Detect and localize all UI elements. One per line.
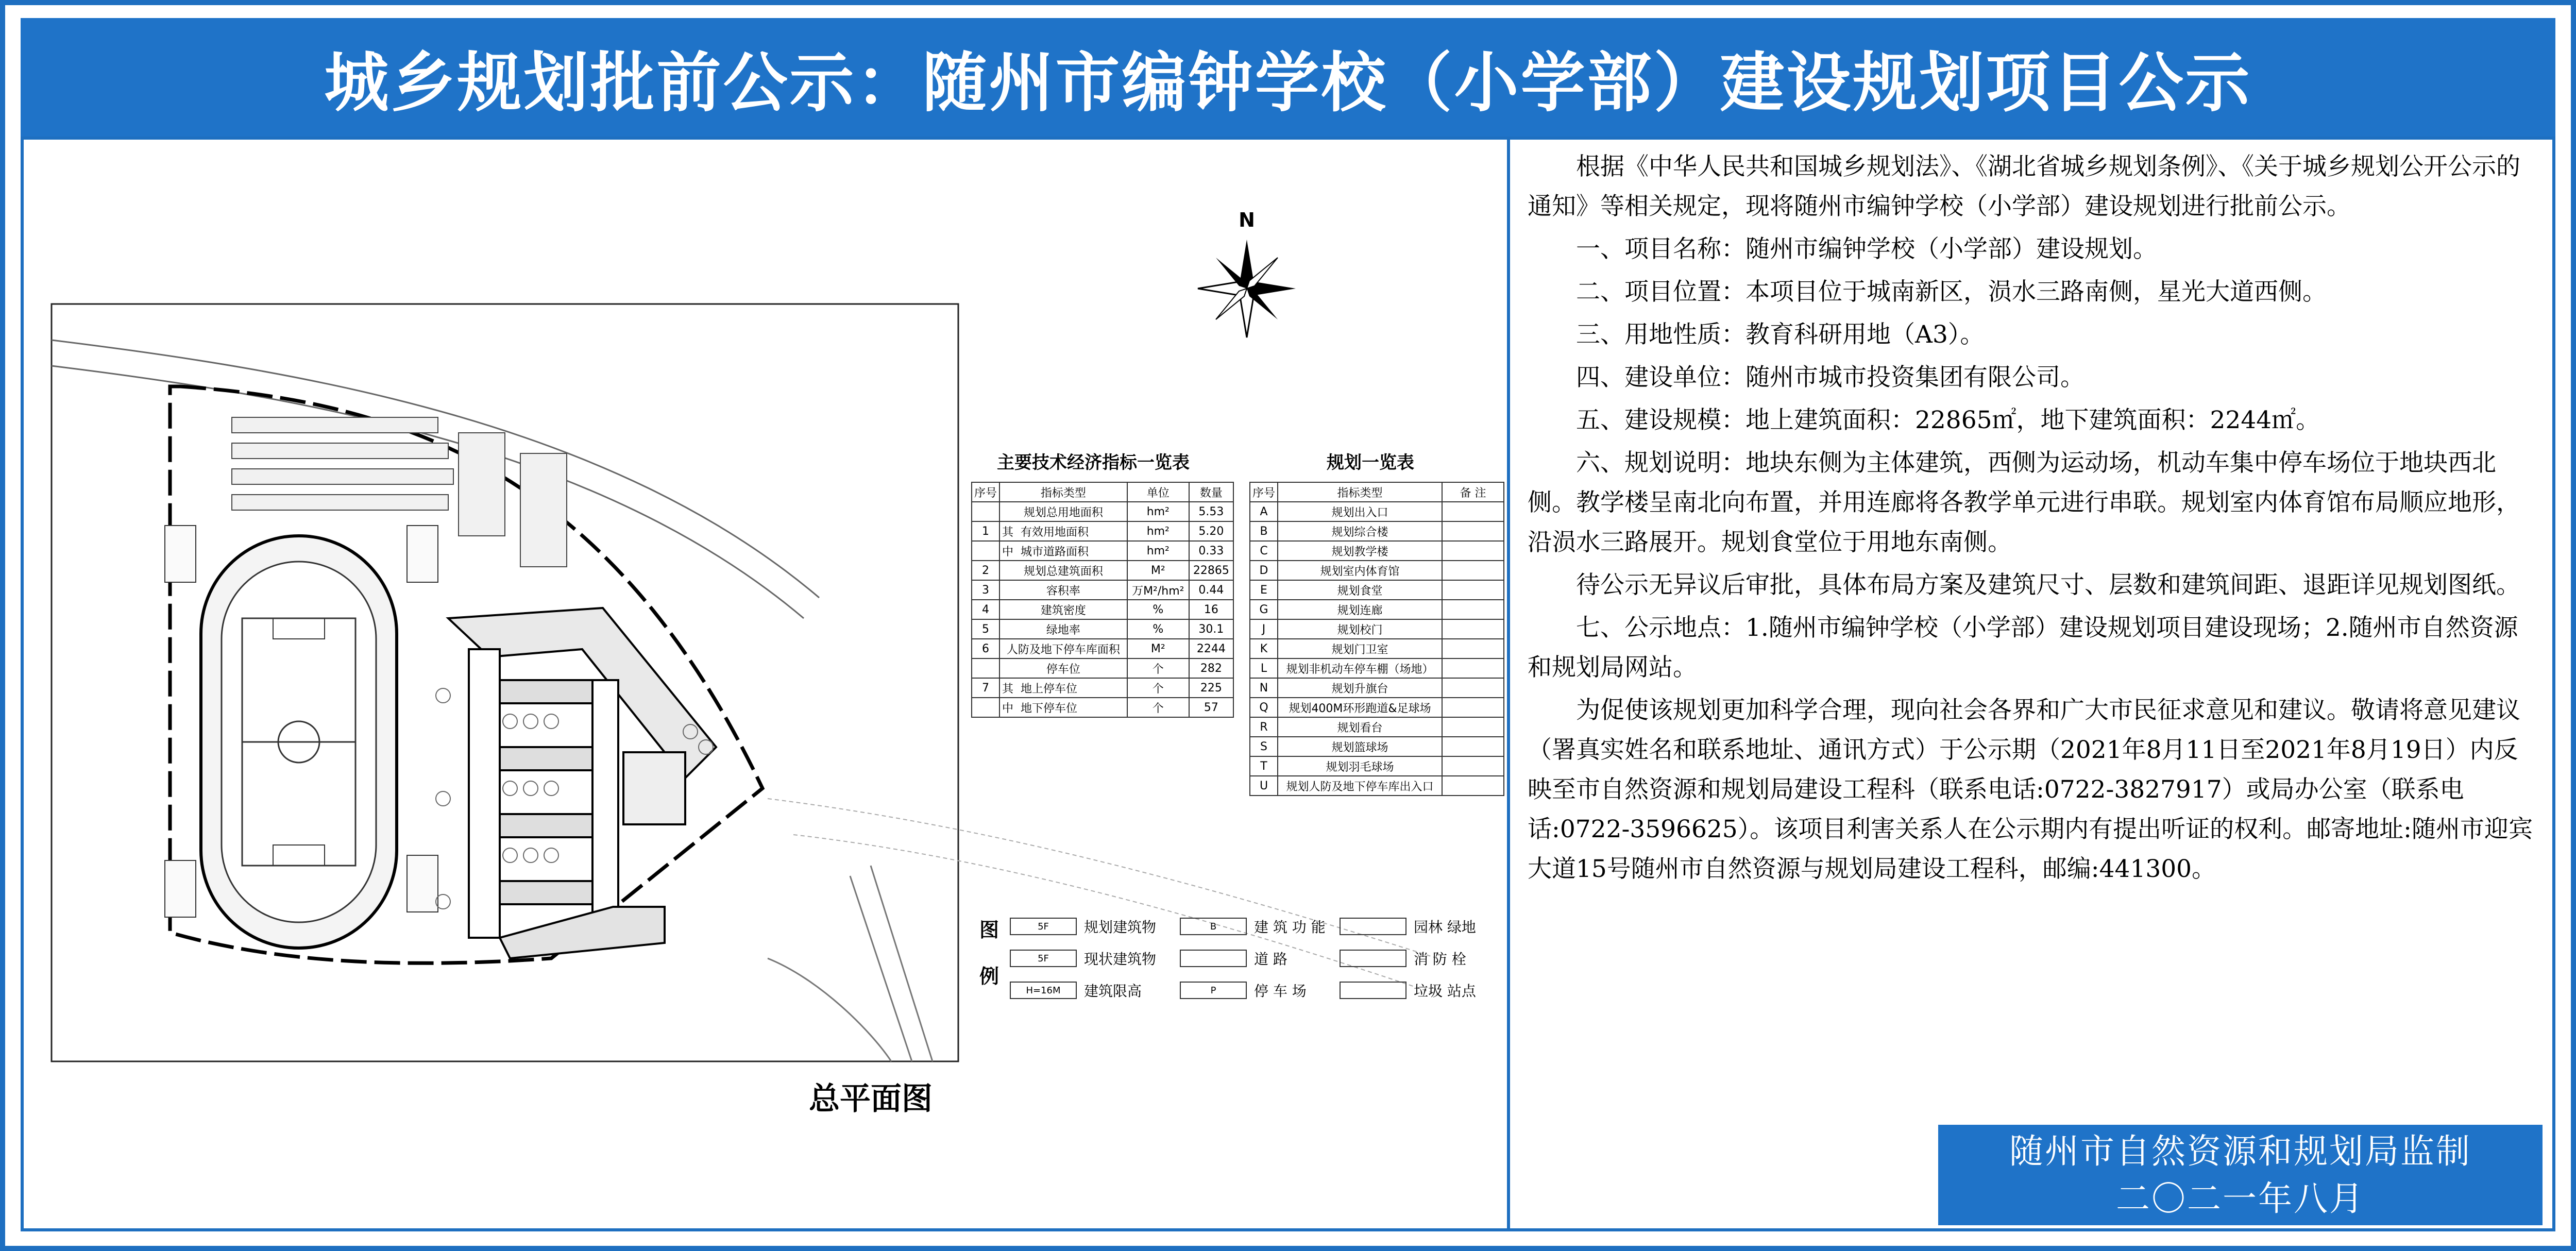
row-name: 容积率 [999, 580, 1127, 600]
legend-heading-2: 例 [979, 965, 999, 988]
row-code: D [1250, 561, 1278, 580]
row-code: J [1250, 619, 1278, 639]
notice-paragraph: 七、公示地点：1.随州市编钟学校（小学部）建设规划项目建设现场；2.随州市自然资源和规划局网站。 [1528, 614, 2518, 682]
legend-heading-1: 图 [979, 919, 999, 941]
row-no: 6 [972, 639, 999, 658]
row-name: 其 有效用地面积 [999, 521, 1127, 541]
row-name: 规划非机动车停车棚（场地） [1278, 658, 1442, 678]
page-title: 城乡规划批前公示：随州市编钟学校（小学部）建设规划项目公示 [324, 46, 2252, 121]
row-unit: hm² [1127, 541, 1189, 561]
row-remark [1442, 521, 1504, 541]
row-value: 30.1 [1189, 619, 1233, 639]
table-row [1250, 502, 1504, 521]
table-row [972, 580, 1233, 600]
row-unit: M² [1127, 639, 1189, 658]
table-row [1250, 698, 1504, 717]
north-arrow-icon [1198, 209, 1296, 337]
row-value: 5.20 [1189, 521, 1233, 541]
row-remark [1442, 502, 1504, 521]
row-code: T [1250, 756, 1278, 776]
row-value: 0.33 [1189, 541, 1233, 561]
row-unit: 万M²/hm² [1127, 580, 1189, 600]
legend-symbol: 5F [1010, 950, 1077, 967]
row-code: B [1250, 521, 1278, 541]
table-row [1250, 600, 1504, 619]
row-name: 人防及地下停车库面积 [999, 639, 1127, 658]
table-row [1250, 619, 1504, 639]
table-row [972, 541, 1233, 561]
notice-paragraph: 根据《中华人民共和国城乡规划法》、《湖北省城乡规划条例》、《关于城乡规划公开公示的通知》等相关规定，现将随州市编钟学校（小学部）建设规划进行批前公示。 [1528, 153, 2520, 221]
row-remark [1442, 698, 1504, 717]
row-name: 规划篮球场 [1278, 737, 1442, 756]
row-remark [1442, 776, 1504, 796]
row-name: 停车位 [999, 658, 1127, 678]
table-row [972, 502, 1233, 521]
legend-item [1180, 944, 1287, 973]
legend-symbol: 5F [1010, 918, 1077, 935]
row-remark [1442, 541, 1504, 561]
row-name: 中 地下停车位 [999, 698, 1127, 717]
row-name: 规划教学楼 [1278, 541, 1442, 561]
row-remark [1442, 600, 1504, 619]
legend-item [1010, 976, 1142, 1005]
table-row [1250, 678, 1504, 698]
row-name: 规划看台 [1278, 717, 1442, 737]
row-name: 规划连廊 [1278, 600, 1442, 619]
indicators-title: 主要技术经济指标一览表 [997, 452, 1190, 473]
legend-label: 现状建筑物 [1084, 951, 1157, 968]
table-row [972, 561, 1233, 580]
legend-label: 道 路 [1254, 951, 1287, 968]
notice-paragraph: 四、建设单位：随州市城市投资集团有限公司。 [1576, 363, 2084, 392]
table-header-row [1250, 482, 1504, 502]
legend-symbol: B [1180, 918, 1247, 935]
row-name: 规划升旗台 [1278, 678, 1442, 698]
legend-symbol [1180, 950, 1247, 967]
row-value: 16 [1189, 600, 1233, 619]
row-name: 规划食堂 [1278, 580, 1442, 600]
row-code: Q [1250, 698, 1278, 717]
notice-paragraph: 三、用地性质：教育科研用地（A3）。 [1576, 320, 1985, 349]
row-unit: hm² [1127, 521, 1189, 541]
row-code: G [1250, 600, 1278, 619]
row-remark [1442, 561, 1504, 580]
table-row [1250, 639, 1504, 658]
table-row [1250, 521, 1504, 541]
legend-label: 建筑限高 [1084, 983, 1142, 1000]
legend-label: 垃圾 站点 [1414, 983, 1476, 1000]
row-no: 3 [972, 580, 999, 600]
row-name: 规划人防及地下停车库出入口 [1278, 776, 1442, 796]
table-row [1250, 717, 1504, 737]
row-value: 225 [1189, 678, 1233, 698]
legend-item [1340, 944, 1466, 973]
legend-item [1010, 944, 1156, 973]
legend-symbol: P [1180, 982, 1247, 999]
row-unit: % [1127, 600, 1189, 619]
table-row [1250, 580, 1504, 600]
running-track [201, 536, 397, 948]
row-value: 282 [1189, 658, 1233, 678]
table-header-cell: 序号 [972, 482, 999, 502]
table-header-cell: 备 注 [1442, 482, 1504, 502]
table-header-cell: 数量 [1189, 482, 1233, 502]
legend-symbol [1340, 950, 1406, 967]
row-name: 规划400M环形跑道&足球场 [1278, 698, 1442, 717]
row-value: 5.53 [1189, 502, 1233, 521]
row-name: 规划室内体育馆 [1278, 561, 1442, 580]
row-unit: 个 [1127, 658, 1189, 678]
table-row [972, 619, 1233, 639]
row-code: U [1250, 776, 1278, 796]
table-row [1250, 776, 1504, 796]
row-code: A [1250, 502, 1278, 521]
row-name: 规划综合楼 [1278, 521, 1442, 541]
table-header-row [972, 482, 1233, 502]
row-no: 5 [972, 619, 999, 639]
table-row [972, 698, 1233, 717]
row-name: 建筑密度 [999, 600, 1127, 619]
notice-paragraph: 一、项目名称：随州市编钟学校（小学部）建设规划。 [1576, 235, 2157, 263]
row-name: 规划校门 [1278, 619, 1442, 639]
plan-list-title: 规划一览表 [1327, 452, 1414, 473]
legend-label: 建 筑 功 能 [1254, 919, 1326, 936]
row-no [972, 541, 999, 561]
table-header-cell: 指标类型 [1278, 482, 1442, 502]
row-remark [1442, 717, 1504, 737]
notice-paragraph: 为促使该规划更加科学合理，现向社会各界和广大市民征求意见和建议。敬请将意见建议（署真实姓名和联系地址、通讯方式）于公示期（2021年8月11日至2021年8月19日）内反映至市自然资源和规划局建设工程科（联系电话:0722-3827917）或局办公室（联系电话:0722-3596625）。该项目利害关系人在公示期内有提出听证的权利。邮寄地址:随州市迎宾大道15号随州市自然资源与规划局建设工程科，邮编:441300。 [1528, 696, 2533, 883]
table-row [972, 658, 1233, 678]
notice-text [1528, 147, 2537, 892]
row-remark [1442, 639, 1504, 658]
legend-symbol: H=16M [1010, 982, 1077, 999]
row-code: K [1250, 639, 1278, 658]
legend-symbol [1340, 918, 1406, 935]
legend-item [1340, 912, 1476, 941]
table-row [1250, 541, 1504, 561]
row-value: 22865 [1189, 561, 1233, 580]
row-remark [1442, 580, 1504, 600]
row-name: 规划总用地面积 [999, 502, 1127, 521]
row-code: C [1250, 541, 1278, 561]
table-row [1250, 756, 1504, 776]
row-code: E [1250, 580, 1278, 600]
legend-symbol [1340, 982, 1406, 999]
row-no [972, 502, 999, 521]
row-unit: 个 [1127, 678, 1189, 698]
notice-paragraph: 待公示无异议后审批，具体布局方案及建筑尺寸、层数和建筑间距、退距详见规划图纸。 [1576, 571, 2520, 599]
row-unit: hm² [1127, 502, 1189, 521]
row-remark [1442, 619, 1504, 639]
table-row [1250, 561, 1504, 580]
row-value: 2244 [1189, 639, 1233, 658]
row-no: 7 [972, 678, 999, 698]
row-name: 规划总建筑面积 [999, 561, 1127, 580]
legend-item [1340, 976, 1476, 1005]
row-no [972, 658, 999, 678]
plan-list-table [1249, 482, 1504, 796]
table-row [1250, 737, 1504, 756]
row-code: R [1250, 717, 1278, 737]
row-name: 绿地率 [999, 619, 1127, 639]
legend-item [1180, 976, 1307, 1005]
table-row [972, 678, 1233, 698]
panel-divider [1507, 137, 1510, 1231]
row-name: 规划羽毛球场 [1278, 756, 1442, 776]
row-name: 规划门卫室 [1278, 639, 1442, 658]
north-label: N [1239, 209, 1255, 231]
table-header-cell: 指标类型 [999, 482, 1127, 502]
notice-paragraph: 六、规划说明：地块东侧为主体建筑，西侧为运动场，机动车集中停车场位于地块西北侧。教学楼呈南北向布置，并用连廊将各教学单元进行串联。规划室内体育馆布局顺应地形，沿涢水三路展开。规划食堂位于用地东南侧。 [1528, 449, 2520, 556]
row-code: N [1250, 678, 1278, 698]
table-header-cell: 单位 [1127, 482, 1189, 502]
notice-paragraph: 五、建设规模：地上建筑面积：22865㎡，地下建筑面积：2244㎡。 [1576, 406, 2320, 434]
table-header-cell: 序号 [1250, 482, 1278, 502]
legend-label: 停 车 场 [1254, 983, 1307, 1000]
row-value: 0.44 [1189, 580, 1233, 600]
header-banner [21, 18, 2555, 137]
drawing-caption: 总平面图 [809, 1081, 933, 1117]
row-code: S [1250, 737, 1278, 756]
row-no: 1 [972, 521, 999, 541]
legend-label: 规划建筑物 [1084, 919, 1157, 936]
row-remark [1442, 658, 1504, 678]
row-value: 57 [1189, 698, 1233, 717]
table-row [972, 521, 1233, 541]
indicators-table [971, 482, 1234, 718]
legend-label: 园林 绿地 [1414, 919, 1476, 936]
legend [979, 912, 1484, 1015]
row-unit: M² [1127, 561, 1189, 580]
row-unit: 个 [1127, 698, 1189, 717]
legend-label: 消 防 栓 [1414, 951, 1466, 968]
row-name: 规划出入口 [1278, 502, 1442, 521]
row-unit: % [1127, 619, 1189, 639]
row-remark [1442, 737, 1504, 756]
issuer-name: 随州市自然资源和规划局监制 [2009, 1131, 2471, 1171]
legend-item [1010, 912, 1156, 941]
main-buildings [448, 608, 716, 958]
row-no: 2 [972, 561, 999, 580]
row-name: 中 城市道路面积 [999, 541, 1127, 561]
row-no: 4 [972, 600, 999, 619]
notice-paragraph: 二、项目位置：本项目位于城南新区，涢水三路南侧，星光大道西侧。 [1576, 278, 2327, 306]
legend-item [1180, 912, 1326, 941]
row-remark [1442, 678, 1504, 698]
row-name: 其 地上停车位 [999, 678, 1127, 698]
row-code: L [1250, 658, 1278, 678]
issuer-stamp [1938, 1125, 2543, 1225]
row-no [972, 698, 999, 717]
row-remark [1442, 756, 1504, 776]
table-row [972, 639, 1233, 658]
road-line-south [768, 958, 891, 1061]
table-row [972, 600, 1233, 619]
issue-date: 二〇二一年八月 [2116, 1178, 2365, 1219]
table-row [1250, 658, 1504, 678]
